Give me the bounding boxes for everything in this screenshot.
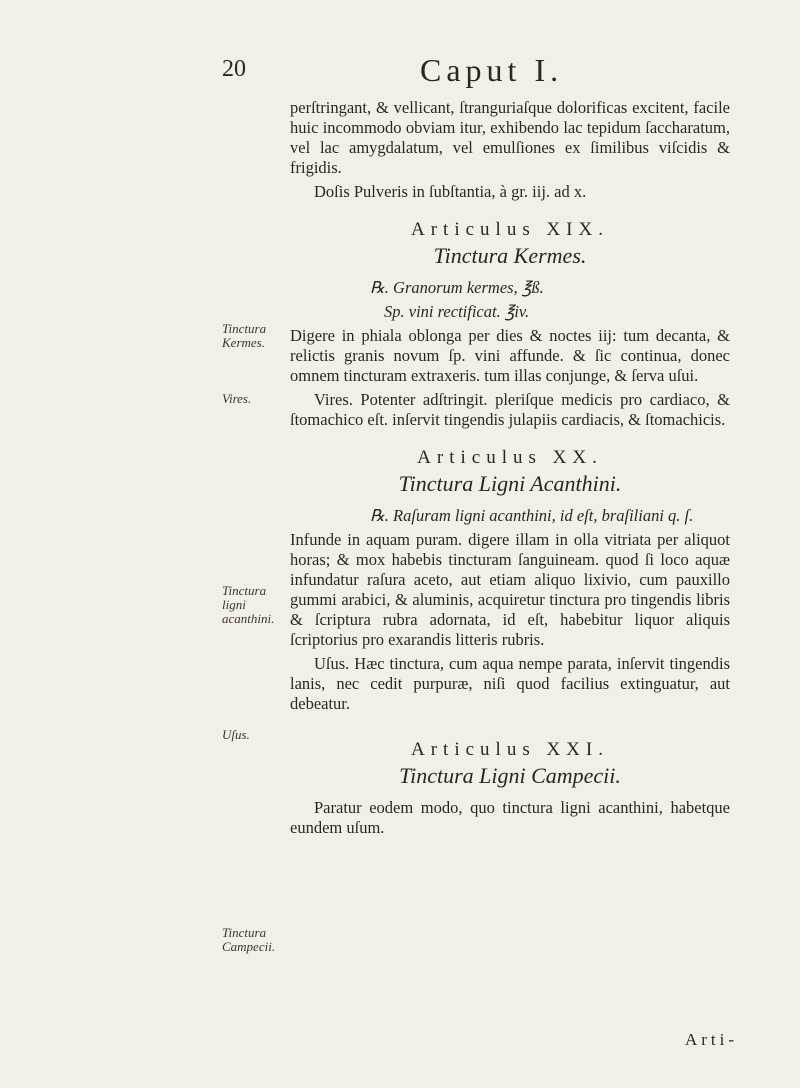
article-19-paragraph-1: Digere in phiala oblonga per dies & noctes iij: tum decanta, & relictis granis novum ſp. vini affunde. & ſic continua, donec omnem tincturam extraxeris. tum illas conjunge, & ſerva uſui. [290,326,730,385]
article-20-title: Tinctura Ligni Acanthini. [398,471,622,496]
running-head: Caput I. [420,52,564,88]
page-header [0,52,800,92]
main-text [290,98,730,842]
margin-note-usus: Uſus. [222,727,250,742]
article-20-paragraph-2: Uſus. Hæc tinctura, cum aqua nempe parata, inſervit tingendis lanis, nec cedit purpuræ, niſi quod facilius extinguatur, aut debeatur. [290,654,730,713]
article-20-recipe: ℞. Raſuram ligni acanthini, id eſt, braſiliani q. ſ. [370,506,694,525]
intro-paragraph: perſtringant, & vellicant, ſtranguriaſque dolorificas excitent, facile huic incommodo obviam itur, exhibendo lac tepidum ſaccharatum, vel lac amygdalatum, vel emulſiones ex ſimilibus viſcidis & frigidis. [290,98,730,177]
article-19-title: Tinctura Kermes. [433,243,587,268]
margin-note-tinctura-campecii: Tinctura Campecii. [222,925,276,954]
dose-line: Doſis Pulveris in ſubſtantia, à gr. iij. ad x. [314,182,587,201]
recipe-line-1: ℞. Granorum kermes, ℥ß. [370,278,544,297]
article-21-paragraph: Paratur eodem modo, quo tinctura ligni acanthini, habetque eundem uſum. [290,798,730,837]
catchword: Arti- [684,1030,738,1049]
article-20-paragraph-1: Infunde in aquam puram. digere illam in olla vitriata per aliquot horas; & mox habebis tincturam ſanguineam. quod ſi loco aquæ infundatur raſura aceto, aut etiam aliquo lixivio, cum pauxillo gummi arabici, & aluminis, acquiretur tinctura pro tingendis libris & ſcriptura rubra adornata, id eſt, habebitur liquor aliquis ſcriptorius pro exarandis litteris rubris. [290,530,730,649]
article-20-heading: Articulus XX. [417,447,603,468]
margin-note-tinctura-acanthini: Tinctura ligni acanthini. [222,583,275,626]
margin-note-tinctura-kermes: Tinctura Kermes. [222,321,267,350]
margin-note-vires: Vires. [222,391,252,406]
article-21-title: Tinctura Ligni Campecii. [399,763,621,788]
article-19-paragraph-2: Vires. Potenter adſtringit. pleriſque medicis pro cardiaco, & ſtomachico eſt. inſervit tingendis julapiis cardiacis, & ſtomachicis. [290,390,730,429]
recipe-line-2: Sp. vini rectificat. ℥iv. [384,302,530,321]
page-number: 20 [222,56,246,82]
article-19-heading: Articulus XIX. [411,219,609,240]
article-21-heading: Articulus XXI. [411,739,609,760]
